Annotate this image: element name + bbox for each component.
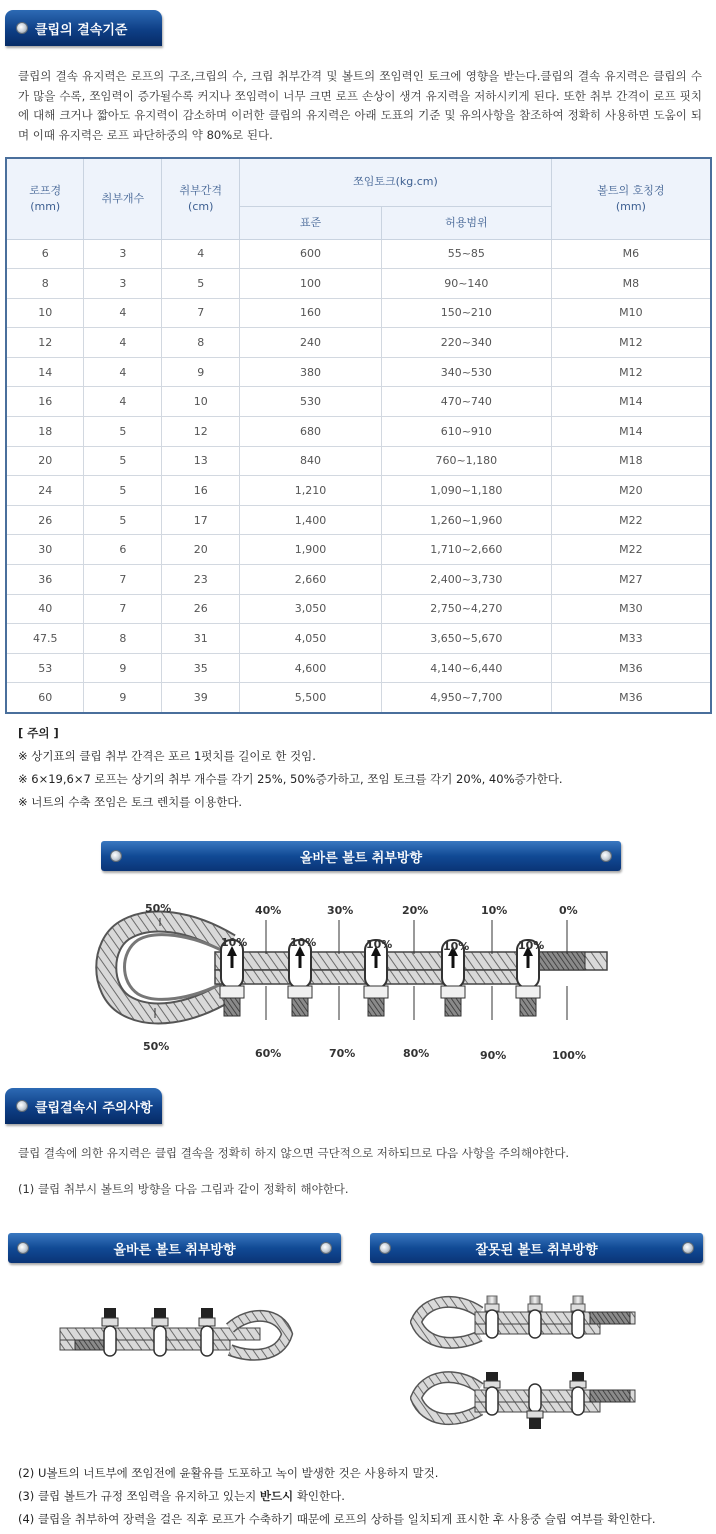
cell-clip-count: 9 [84,683,162,713]
caution-note: ※ 너트의 수축 쪼임은 토크 렌치를 이용한다. [18,795,243,809]
load-label-top: 10% [481,904,508,917]
cell-rope-diameter: 26 [6,505,84,535]
caution-item-3-text: (3) 클립 볼트가 규정 쪼임력을 유지하고 있는지 [18,1489,260,1503]
cell-spacing: 12 [162,417,240,447]
table-row [6,446,711,476]
cell-clip-count: 3 [84,269,162,299]
cell-clip-count: 4 [84,357,162,387]
col-header-clip-count: 취부개수 [84,158,162,239]
cell-rope-diameter: 6 [6,239,84,269]
cell-torque-standard: 2,660 [240,565,382,595]
cell-rope-diameter: 24 [6,476,84,506]
cell-spacing: 20 [162,535,240,565]
cell-spacing: 16 [162,476,240,506]
cell-spacing: 8 [162,328,240,358]
header-wrong-bolt [370,1233,703,1263]
cell-torque-standard: 5,500 [240,683,382,713]
cell-torque-standard: 3,050 [240,594,382,624]
cell-torque-standard: 4,050 [240,624,382,654]
cell-bolt-size: M36 [551,653,711,683]
cell-torque-range: 3,650~5,670 [381,624,551,654]
clip-icon [364,940,388,1016]
cell-rope-diameter: 53 [6,653,84,683]
caution-list [18,1462,656,1531]
clip-load-label: 10% [443,940,470,953]
caution-title: [ 주의 ] [18,726,59,740]
cell-torque-range: 1,710~2,660 [381,535,551,565]
cell-rope-diameter: 16 [6,387,84,417]
caution-item-4: (4) 클립을 취부하여 장력을 걸은 직후 로프가 수축하기 때문에 로프의 상하를 일치되게 표시한 후 사용중 슬립 여부를 확인한다. [18,1512,656,1526]
cell-bolt-size: M18 [551,446,711,476]
cell-spacing: 23 [162,565,240,595]
load-label-bottom: 60% [255,1047,282,1060]
header-correct-bolt [8,1233,341,1263]
cell-torque-range: 90~140 [381,269,551,299]
caution-item-1: (1) 클립 취부시 볼트의 방향을 다음 그림과 같이 정확히 해야한다. [18,1182,349,1196]
table-row [6,298,711,328]
cell-bolt-size: M12 [551,328,711,358]
cell-bolt-size: M8 [551,269,711,299]
cell-torque-standard: 240 [240,328,382,358]
cell-torque-range: 4,140~6,440 [381,653,551,683]
table-row [6,683,711,713]
cell-bolt-size: M12 [551,357,711,387]
load-label-bottom: 50% [143,1040,170,1053]
clip-icon [485,1296,499,1338]
cell-bolt-size: M20 [551,476,711,506]
cell-bolt-size: M10 [551,298,711,328]
cell-torque-range: 55~85 [381,239,551,269]
cell-clip-count: 8 [84,624,162,654]
cell-spacing: 26 [162,594,240,624]
clip-icon [527,1384,543,1429]
cell-rope-diameter: 40 [6,594,84,624]
section-title: 클립의 결속기준 [35,22,128,38]
col-header-bolt-size: 볼트의 호칭경 (mm) [551,158,711,239]
cell-clip-count: 3 [84,239,162,269]
bullet-dot-icon [17,1242,29,1254]
cell-rope-diameter: 8 [6,269,84,299]
cell-clip-count: 4 [84,387,162,417]
cell-torque-range: 150~210 [381,298,551,328]
rope-thimble-loop [106,922,230,1014]
diagram-header-correct-bolt [101,841,621,871]
cell-rope-diameter: 12 [6,328,84,358]
cell-torque-standard: 380 [240,357,382,387]
cell-spacing: 9 [162,357,240,387]
cell-torque-standard: 1,210 [240,476,382,506]
cell-torque-range: 1,260~1,960 [381,505,551,535]
cell-torque-standard: 100 [240,269,382,299]
cell-torque-range: 2,750~4,270 [381,594,551,624]
cell-torque-standard: 530 [240,387,382,417]
table-row [6,476,711,506]
clip-icon [528,1296,542,1338]
cell-spacing: 31 [162,624,240,654]
cell-bolt-size: M14 [551,387,711,417]
cell-spacing: 17 [162,505,240,535]
cell-torque-range: 1,090~1,180 [381,476,551,506]
cell-clip-count: 5 [84,446,162,476]
load-label-bottom: 100% [552,1049,586,1062]
cell-rope-diameter: 20 [6,446,84,476]
cell-torque-standard: 840 [240,446,382,476]
load-label-top: 50% [145,902,172,915]
caution-intro: 클립 결속에 의한 유지력은 클립 결속을 정확히 하지 않으면 극단적으로 저하되므로 다음 사항을 주의해야한다. [18,1146,570,1160]
cell-bolt-size: M30 [551,594,711,624]
cell-spacing: 13 [162,446,240,476]
figure-title: 잘못된 볼트 취부방향 [475,1242,598,1258]
cell-rope-diameter: 36 [6,565,84,595]
cell-spacing: 5 [162,269,240,299]
cell-rope-diameter: 30 [6,535,84,565]
bullet-dot-icon [16,1100,28,1112]
bullet-dot-icon [320,1242,332,1254]
caution-note: ※ 6×19,6×7 로프는 상기의 취부 개수를 각기 25%, 50%증가하고, 쪼임 토크를 각기 20%, 40%증가한다. [18,772,563,786]
cell-torque-standard: 680 [240,417,382,447]
intro-paragraph: 클립의 결속 유지력은 로프의 구조,크립의 수, 크립 취부간격 및 볼트의 쪼임력인 토크에 영향을 받는다.클립의 결속 유지력은 클립의 수가 많을 수록, 쪼임력이 증가될수록 커지나 쪼임력이 너무 크면 로프 손상이 생겨 유지력을 저하시키게 된다. 또한 취부 간격이 로프 핏치에 대해 크거나 짧아도 유지력이 감소하며 이러한 클립의 유지력은 아래 도표의 기준 및 유의사항을 참조하여 정확히 사용하면 도움이 되며 이때 유지력은 로프 파단하중의 약 80%로 된다. [18,69,702,142]
table-row [6,417,711,447]
cell-bolt-size: M22 [551,505,711,535]
col-header-torque: 쪼임토크(kg.cm) [240,158,552,206]
cell-bolt-size: M36 [551,683,711,713]
table-row [6,387,711,417]
cell-bolt-size: M14 [551,417,711,447]
col-header-torque-standard: 표준 [240,206,382,239]
col-header-torque-range: 허용범위 [381,206,551,239]
clip-load-label: 10% [290,936,317,949]
clip-spec-table [5,157,712,714]
caution-item-2: (2) U볼트의 너트부에 쪼임전에 윤활유를 도포하고 녹이 발생한 것은 사용하지 말것. [18,1466,439,1480]
cell-clip-count: 5 [84,476,162,506]
cell-clip-count: 5 [84,505,162,535]
cell-torque-range: 4,950~7,700 [381,683,551,713]
correct-bolt-figure [55,1300,295,1370]
load-label-bottom: 70% [329,1047,356,1060]
table-row [6,653,711,683]
cell-torque-range: 2,400~3,730 [381,565,551,595]
clip-icon [484,1372,500,1415]
cell-rope-diameter: 60 [6,683,84,713]
table-row [6,328,711,358]
cell-rope-diameter: 18 [6,417,84,447]
cell-clip-count: 5 [84,417,162,447]
rope-tail-end [535,952,585,970]
cell-torque-range: 760~1,180 [381,446,551,476]
cell-rope-diameter: 47.5 [6,624,84,654]
cell-spacing: 10 [162,387,240,417]
cell-torque-range: 610~910 [381,417,551,447]
wrong-bolt-figure [410,1290,640,1440]
cell-spacing: 4 [162,239,240,269]
table-row [6,535,711,565]
clip-load-label: 10% [221,936,248,949]
figure-title: 올바른 볼트 취부방향 [113,1242,236,1258]
load-label-top: 30% [327,904,354,917]
cell-clip-count: 6 [84,535,162,565]
diagram-title: 올바른 볼트 취부방향 [299,850,423,866]
load-label-top: 40% [255,904,282,917]
cell-clip-count: 4 [84,328,162,358]
bullet-dot-icon [682,1242,694,1254]
cell-torque-range: 220~340 [381,328,551,358]
cell-torque-standard: 1,400 [240,505,382,535]
clip-icon [102,1308,118,1356]
clip-icon [152,1308,168,1356]
cell-bolt-size: M6 [551,239,711,269]
table-row [6,624,711,654]
caution-note: ※ 상기표의 클립 취부 간격은 포르 1펏치를 길이로 한 것임. [18,749,316,763]
cell-torque-standard: 4,600 [240,653,382,683]
bullet-dot-icon [110,850,122,862]
clip-icon [199,1308,215,1356]
section-header-clip-binding [5,10,162,46]
cell-torque-standard: 1,900 [240,535,382,565]
cell-clip-count: 9 [84,653,162,683]
load-label-top: 20% [402,904,429,917]
bullet-dot-icon [16,22,28,34]
cell-rope-diameter: 10 [6,298,84,328]
col-header-rope-diameter: 로프경 (mm) [6,158,84,239]
cell-clip-count: 7 [84,565,162,595]
load-distribution-diagram [0,890,716,1070]
clip-icon [288,940,312,1016]
bullet-dot-icon [600,850,612,862]
clip-load-label: 10% [518,939,545,952]
load-label-bottom: 90% [480,1049,507,1062]
cell-torque-standard: 160 [240,298,382,328]
section-header-clip-cautions [5,1088,162,1124]
section-title: 클립결속시 주의사항 [35,1100,153,1116]
col-header-spacing: 취부간격 (cm) [162,158,240,239]
caution-notes [18,722,563,814]
table-row [6,239,711,269]
caution-item-3 [18,1485,656,1508]
table-row [6,357,711,387]
caution-item-3-end: 확인한다. [293,1489,345,1503]
cell-bolt-size: M27 [551,565,711,595]
cell-rope-diameter: 14 [6,357,84,387]
cell-spacing: 35 [162,653,240,683]
clip-icon [570,1372,586,1415]
cell-torque-range: 340~530 [381,357,551,387]
cell-spacing: 39 [162,683,240,713]
cell-spacing: 7 [162,298,240,328]
table-row [6,565,711,595]
cell-clip-count: 7 [84,594,162,624]
load-label-bottom: 80% [403,1047,430,1060]
clip-load-label: 10% [366,938,393,951]
cell-torque-range: 470~740 [381,387,551,417]
bullet-dot-icon [379,1242,391,1254]
load-label-top: 0% [559,904,578,917]
cell-torque-standard: 600 [240,239,382,269]
caution-item-3-emphasis: 반드시 [259,1489,294,1503]
table-row [6,594,711,624]
cell-clip-count: 4 [84,298,162,328]
cell-bolt-size: M22 [551,535,711,565]
cell-bolt-size: M33 [551,624,711,654]
clip-icon [571,1296,585,1338]
table-row [6,269,711,299]
table-row [6,505,711,535]
clip-icon [220,940,244,1016]
